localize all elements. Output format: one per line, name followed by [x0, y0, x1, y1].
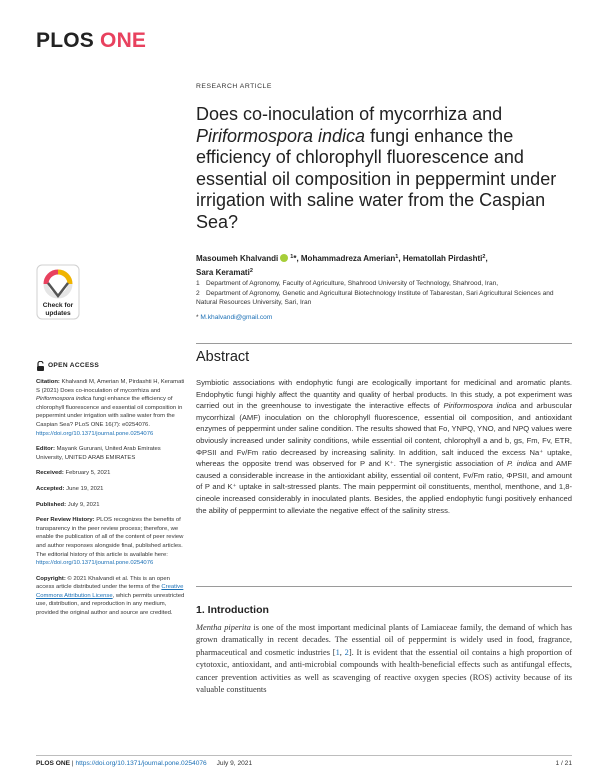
- peer-review-doi-link[interactable]: https://doi.org/10.1371/journal.pone.0254076: [36, 560, 154, 567]
- author-2-sup: 1: [395, 254, 399, 260]
- citation-doi-link[interactable]: https://doi.org/10.1371/journal.pone.0254076: [36, 430, 154, 437]
- copyright-label: Copyright:: [36, 575, 66, 582]
- footer-left: [36, 760, 252, 767]
- author-1-sup: 1: [290, 254, 294, 260]
- badge-line2: updates: [45, 310, 71, 317]
- affiliation-number: 1: [196, 280, 200, 287]
- orcid-icon[interactable]: [280, 254, 288, 262]
- title-part2: fungi enhance the efficiency of chlorophyll fluorescence and essential oil composition in peppermint under irrigation with saline water from the Caspian Sea?: [196, 125, 557, 232]
- accepted-label: Accepted:: [36, 485, 65, 492]
- author-4[interactable]: Sara Keramati: [196, 268, 250, 277]
- citation-block: [36, 378, 186, 438]
- peer-review-label: Peer Review History:: [36, 517, 95, 524]
- received-date: February 5, 2021: [63, 470, 111, 477]
- license-link[interactable]: Creative Commons Attribution License: [36, 584, 184, 599]
- author-3-sup: 2: [482, 254, 486, 260]
- author-list: Masoumeh Khalvandi $^1$*, Mohammadreza Amerian$^1$, Hematollah Pirdashti$^2$, Sara Keramati$^2$: [196, 254, 488, 277]
- affiliation-number: 2: [196, 289, 200, 297]
- accepted-date: June 19, 2021: [64, 485, 104, 492]
- email-star: *: [196, 314, 199, 321]
- editor-text: Mayank Gururani, United Arab Emirates University, UNITED ARAB EMIRATES: [36, 446, 161, 461]
- article-title: [196, 104, 576, 234]
- abstract-part-2: and arbuscular mycorrhizal (AMF) inoculation on the chlorophyll fluorescence, essential oil composition, and antioxidant enzymes of peppermint under saline condition. The results showed that Fo, YNPQ, YNO, and NPQ values were obviously increased under salinity conditions, while essential oil content, chlorophyll a and b, gs, Fm, Fv, ETR, ΦPSII and Fv/Fm ratio decreased by increasing salinity. In addition, salt induced the excess Na⁺ uptake, whereas the opposite trend was observed for P and K⁺. The synergistic association of: [196, 401, 572, 469]
- footer-separator: |: [70, 760, 76, 767]
- author-1[interactable]: Masoumeh Khalvandi: [196, 254, 279, 263]
- published-label: Published:: [36, 501, 67, 508]
- citation-text-2: fungi enhance the efficiency of chlorophyll fluorescence and essential oil composition in peppermint under irrigation with saline water from the Caspian Sea? PLoS ONE 16(7): e0254076.: [36, 396, 183, 428]
- email-link[interactable]: M.khalvandi@gmail.com: [200, 314, 273, 321]
- editor-block: [36, 445, 186, 462]
- author-4-sup: 2: [249, 268, 253, 274]
- page-number: 1 / 21: [555, 760, 572, 767]
- divider: [196, 343, 572, 344]
- reference-link[interactable]: 1: [335, 647, 340, 657]
- open-lock-icon: [36, 361, 45, 371]
- reference-link[interactable]: 2: [344, 647, 349, 657]
- affiliation-item: [196, 279, 576, 289]
- accepted-block: [36, 485, 186, 494]
- page-footer: [36, 760, 572, 767]
- received-label: Received:: [36, 470, 64, 477]
- published-date: July 9, 2021: [66, 501, 100, 508]
- received-block: [36, 469, 186, 478]
- abstract-heading: Abstract: [196, 349, 250, 365]
- abstract-part-3: and AMF caused a considerable increase in the antioxidant ability, essential oil content, Fv/Fm ratio, ΦPSII, and amount of P and K⁺ uptake in salt-stressed plants. The main peppermint oil constituents, menthol, menthone, and 1,8-cineole increased considerably in inoculated plants. Besides, the applied endophytic fungi positively enhanced the ability of peppermint to alleviate the negative effect of the salinity stress.: [196, 459, 573, 515]
- article-sidebar: [36, 361, 186, 625]
- affiliations: [196, 279, 576, 308]
- logo-plos: PLOS: [36, 29, 94, 52]
- intro-part-2: ]. It is evident that the essential oil contains a high proportion of cytotoxic, antioxidant, and anti-microbial compounds with health-beneficial effects such as antifungal effects, cancer prevention activities as well as scavenging of reactive oxygen species (ROS) activity because of its valuable constituents: [196, 647, 573, 695]
- title-part1: Does co-inoculation of mycorrhiza and: [196, 104, 503, 124]
- intro-italic: Mentha piperita: [196, 623, 251, 632]
- copyright-text-2: , which permits unrestricted use, distribution, and reproduction in any medium, provided the original author and source are credited.: [36, 592, 185, 617]
- open-access-text: OPEN ACCESS: [48, 361, 100, 369]
- affiliation-text: Department of Agronomy, Genetic and Agricultural Biotechnology Institute of Tabarestan, Sari Agricultural Sciences and Natural Resources University, Sari, Iran: [196, 289, 554, 307]
- reference-separator: ,: [339, 647, 345, 657]
- journal-logo: [36, 29, 146, 53]
- open-access-label[interactable]: [36, 361, 186, 371]
- copyright-text-1: © 2021 Khalvandi et al. This is an open access article distributed under the terms of the: [36, 575, 170, 591]
- published-block: [36, 501, 186, 510]
- peer-review-block: [36, 516, 186, 568]
- abstract-text: [196, 377, 572, 516]
- introduction-heading: 1. Introduction: [196, 604, 269, 616]
- footer-divider: [36, 755, 572, 756]
- abstract-italic-1: Piriformospora indica: [443, 401, 517, 411]
- corresponding-email: [196, 314, 272, 321]
- affiliation-text: Department of Agronomy, Faculty of Agriculture, Shahrood University of Technology, Shahrood, Iran,: [206, 280, 499, 287]
- citation-label: Citation:: [36, 379, 60, 385]
- abstract-part-1: Symbiotic associations with endophytic fungi are ecologically important for medicinal and aromatic plants. Endophytic fungi highly affect the quantity and quality of herbal products. In this study, a pot experiment was carried out in the greenhouse to investigate the interactive effects of: [196, 378, 572, 411]
- intro-part-1: is one of the most important medicinal plants of Lamiaceae family, the demand of which has grown dramatically in recent decades. The essential oil of peppermint is widely used in food, fragrance, pharmaceutical and cosmetic industries [: [196, 623, 572, 657]
- footer-date: July 9, 2021: [216, 760, 253, 767]
- title-italic: Piriformospora indica: [196, 125, 366, 146]
- introduction-text: [196, 622, 572, 696]
- footer-journal: PLOS ONE: [36, 760, 71, 767]
- article-type: RESEARCH ARTICLE: [196, 83, 272, 90]
- author-3[interactable]: Hematollah Pirdashti: [402, 254, 483, 263]
- citation-italic: Piriformospora indica: [36, 396, 92, 403]
- citation-text-1: Khalvandi M, Amerian M, Pirdashti H, Keramati S (2021) Does co-inoculation of mycorrhiza and: [36, 379, 185, 394]
- check-for-updates-icon[interactable]: [36, 264, 80, 320]
- author-2[interactable]: Mohammadreza Amerian: [300, 254, 396, 263]
- peer-review-text: PLOS recognizes the benefits of transparency in the peer review process; therefore, we enable the publication of all of the content of peer review and author responses alongside final, published articles. The editorial history of this article is available here:: [36, 517, 184, 558]
- divider: [196, 586, 572, 587]
- footer-doi-link[interactable]: https://doi.org/10.1371/journal.pone.0254076: [75, 760, 207, 767]
- copyright-block: [36, 575, 186, 618]
- badge-line1: Check for: [42, 302, 74, 309]
- affiliation-item: [196, 289, 576, 308]
- abstract-italic-2: P. indica: [506, 459, 537, 469]
- author-1-star: *: [293, 254, 297, 263]
- logo-one: ONE: [100, 29, 147, 52]
- editor-label: Editor:: [36, 446, 55, 453]
